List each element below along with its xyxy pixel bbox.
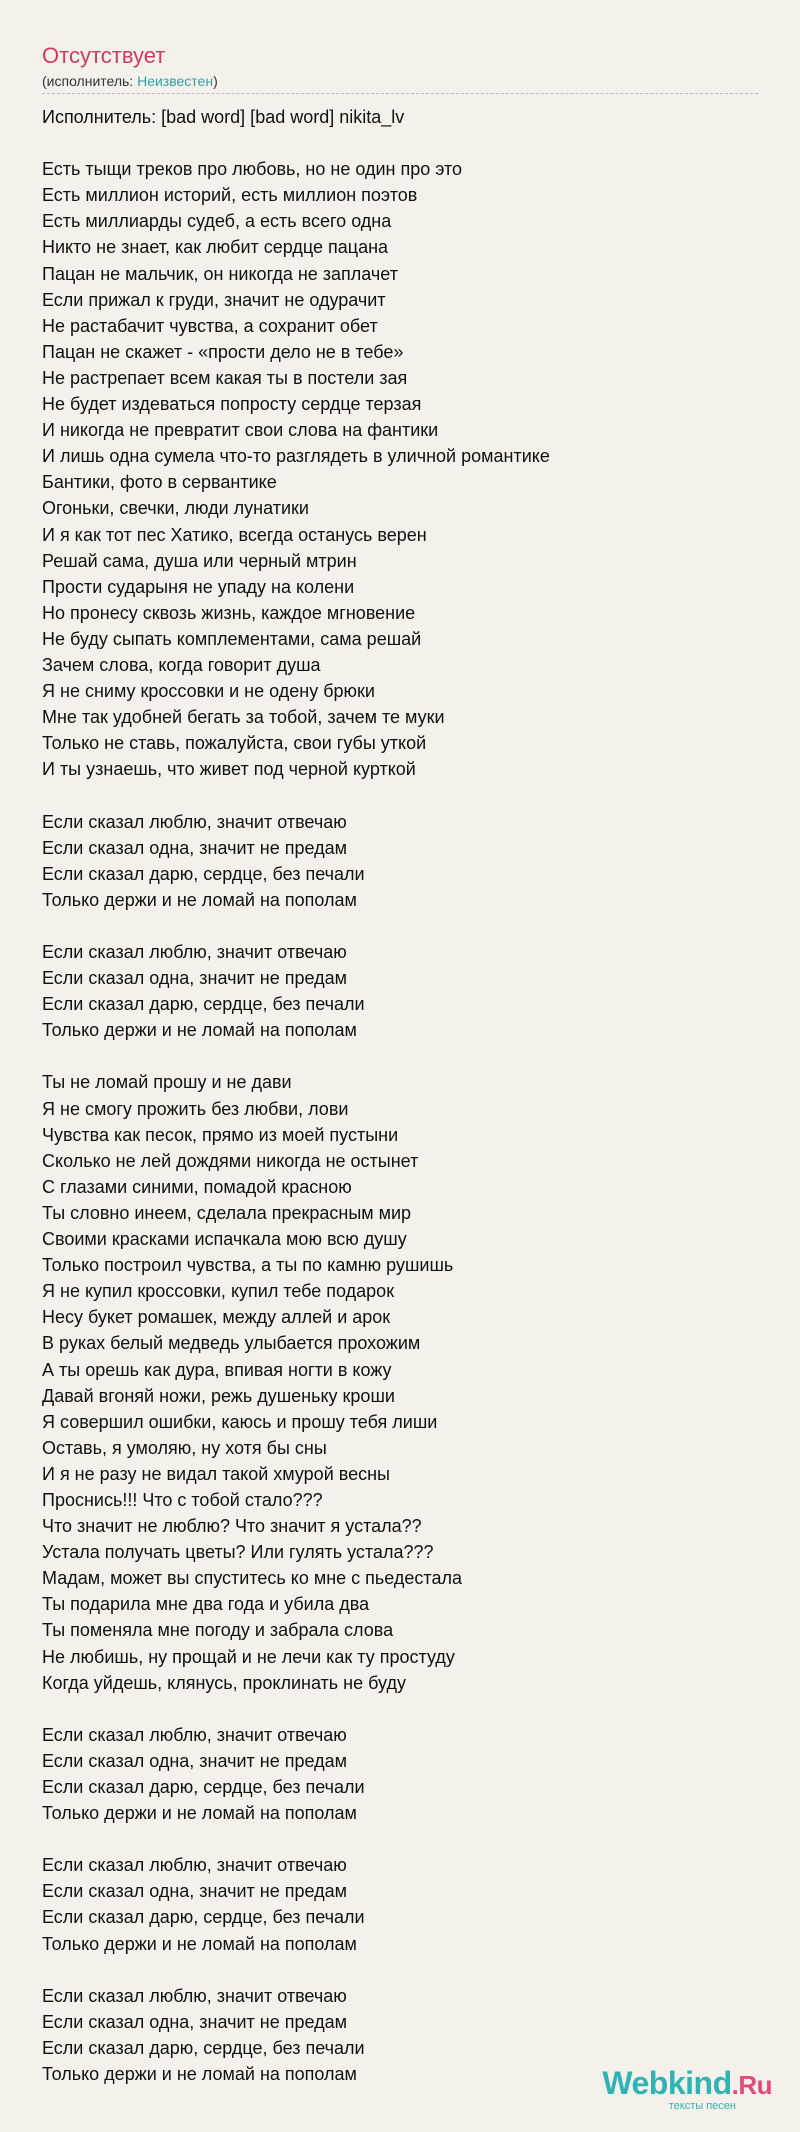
site-logo[interactable] — [602, 2066, 772, 2112]
lyric-line: Только держи и не ломай на пополам — [42, 1020, 357, 1041]
lyric-line: Ты не ломай прошу и не дави — [42, 1072, 292, 1093]
lyric-line: Что значит не люблю? Что значит я устала?? — [42, 1516, 422, 1537]
lyric-line: Если сказал люблю, значит отвечаю — [42, 942, 347, 962]
lyric-line: И я как тот пес Хатико, всегда останусь верен — [42, 524, 427, 545]
lyric-line: Только держи и не ломай на пополам — [42, 889, 357, 910]
lyric-line: И лишь одна сумела что-то разглядеть в уличной романтике — [42, 446, 550, 467]
artist-link[interactable]: Неизвестен — [137, 73, 214, 89]
lyric-blank-line — [42, 782, 762, 808]
lyric-line: Когда уйдешь, клянусь, проклинать не буду — [42, 1672, 406, 1693]
lyric-line: Если сказал люблю, значит отвечаю — [42, 1724, 347, 1745]
lyric-line: Если сказал дарю, сердце, без печали — [42, 994, 365, 1015]
song-title: Отсутствует — [42, 43, 166, 68]
lyric-line: А ты орешь как дура, впивая ногти в кожу — [42, 1359, 392, 1380]
logo-tld: .Ru — [731, 2070, 772, 2100]
lyric-line: Только держи и не ломай на пополам — [42, 1803, 357, 1824]
lyric-line: Если прижал к груди, значит не одурачит — [42, 289, 386, 310]
lyric-line: Я не смогу прожить без любви, лови — [42, 1098, 349, 1119]
artist-suffix: ) — [213, 73, 218, 89]
lyric-line: Несу букет ромашек, между аллей и арок — [42, 1307, 391, 1328]
lyric-line: Если сказал люблю, значит отвечаю — [42, 811, 347, 832]
logo-main-text: Webkind — [602, 2065, 732, 2101]
lyric-blank-line — [42, 1826, 762, 1852]
lyric-blank-line — [42, 1043, 762, 1069]
lyric-line: Если сказал дарю, сердце, без печали — [42, 2037, 365, 2058]
lyric-line: Пацан не скажет - «прости дело не в тебе» — [42, 341, 404, 362]
lyric-line: Проснись!!! Что с тобой стало??? — [42, 1489, 323, 1510]
lyric-line: Пацан не мальчик, он никогда не заплачет — [42, 263, 398, 284]
lyric-line: Не растрепает всем какая ты в постели зая — [42, 367, 408, 388]
lyric-line: И никогда не превратит свои слова на фантики — [42, 420, 439, 441]
lyric-line: Ты поменяла мне погоду и забрала слова — [42, 1620, 394, 1641]
lyric-line: Не любишь, ну прощай и не лечи как ту простуду — [42, 1646, 455, 1667]
lyric-line: Никто не знает, как любит сердце пацана — [42, 237, 389, 258]
lyric-line: Если сказал дарю, сердце, без печали — [42, 1907, 365, 1928]
lyric-line: Но пронесу сквозь жизнь, каждое мгновение — [42, 602, 416, 623]
lyric-line: Не растабачит чувства, а сохранит обет — [42, 315, 378, 336]
lyric-line: Огоньки, свечки, люди лунатики — [42, 498, 309, 519]
logo-tagline: тексты песен — [668, 2100, 736, 2112]
lyric-line: Решай сама, душа или черный мтрин — [42, 550, 357, 571]
lyric-line: С глазами синими, помадой красною — [42, 1176, 352, 1197]
lyric-line: Если сказал люблю, значит отвечаю — [42, 1985, 347, 2006]
lyric-line: И ты узнаешь, что живет под черной курткой — [42, 759, 416, 780]
lyric-line: Оставь, я умоляю, ну хотя бы сны — [42, 1437, 327, 1458]
lyrics-text — [42, 104, 762, 2087]
artist-line — [42, 72, 218, 90]
artist-prefix: (исполнитель: — [42, 73, 138, 89]
lyric-line: Если сказал люблю, значит отвечаю — [42, 1855, 347, 1876]
lyric-line: Если сказал одна, значит не предам — [42, 1881, 347, 1902]
lyric-line: Я совершил ошибки, каюсь и прошу тебя лиши — [42, 1411, 438, 1432]
lyric-line: Прости сударыня не упаду на колени — [42, 576, 355, 597]
lyric-line: Если сказал одна, значит не предам — [42, 1750, 347, 1771]
lyric-blank-line — [42, 130, 762, 156]
lyric-line: Есть тыщи треков про любовь, но не один про это — [42, 159, 463, 180]
lyric-line: Есть миллиарды судеб, а есть всего одна — [42, 211, 392, 232]
lyric-blank-line — [42, 1957, 762, 1983]
lyric-line: Исполнитель: [bad word] [bad word] nikita_lv — [42, 107, 405, 127]
lyric-line: Только держи и не ломай на пополам — [42, 2064, 357, 2085]
lyric-line: Устала получать цветы? Или гулять устала??? — [42, 1542, 434, 1563]
lyric-line: Своими красками испачкала мою всю душу — [42, 1229, 407, 1250]
lyric-line: Я не сниму кроссовки и не одену брюки — [42, 681, 375, 702]
lyric-line: Не будет издеваться попросту сердце терзая — [42, 394, 422, 415]
lyric-line: Только построил чувства, а ты по камню рушишь — [42, 1255, 454, 1276]
lyric-line: Сколько не лей дождями никогда не остынет — [42, 1150, 419, 1171]
lyric-line: Только держи и не ломай на пополам — [42, 1933, 357, 1954]
lyric-line: Если сказал дарю, сердце, без печали — [42, 1777, 365, 1797]
lyric-line: Если сказал одна, значит не предам — [42, 837, 347, 858]
lyric-line: Есть миллион историй, есть миллион поэтов — [42, 185, 418, 206]
lyric-line: Зачем слова, когда говорит душа — [42, 654, 321, 675]
lyric-line: Если сказал одна, значит не предам — [42, 2011, 347, 2032]
lyric-line: И я не разу не видал такой хмурой весны — [42, 1463, 390, 1484]
lyric-line: Мне так удобней бегать за тобой, зачем те муки — [42, 707, 445, 728]
lyric-line: Не буду сыпать комплементами, сама решай — [42, 628, 422, 649]
lyric-line: Ты словно инеем, сделала прекрасным мир — [42, 1202, 412, 1223]
lyric-line: Я не купил кроссовки, купил тебе подарок — [42, 1281, 395, 1302]
lyric-blank-line — [42, 913, 762, 939]
lyric-line: В руках белый медведь улыбается прохожим — [42, 1333, 421, 1354]
lyric-line: Бантики, фото в сервантике — [42, 472, 277, 493]
lyric-line: Если сказал одна, значит не предам — [42, 968, 347, 989]
header-divider — [42, 93, 758, 94]
lyric-line: Давай вгоняй ножи, режь душеньку кроши — [42, 1385, 395, 1406]
lyric-line: Чувства как песок, прямо из моей пустыни — [42, 1124, 399, 1145]
lyric-line: Ты подарила мне два года и убила два — [42, 1594, 370, 1615]
lyric-blank-line — [42, 1696, 762, 1722]
lyric-line: Если сказал дарю, сердце, без печали — [42, 863, 365, 884]
logo-wordmark — [602, 2066, 772, 2102]
lyric-line: Мадам, может вы спуститесь ко мне с пьедестала — [42, 1568, 462, 1589]
lyric-line: Только не ставь, пожалуйста, свои губы уткой — [42, 733, 427, 754]
